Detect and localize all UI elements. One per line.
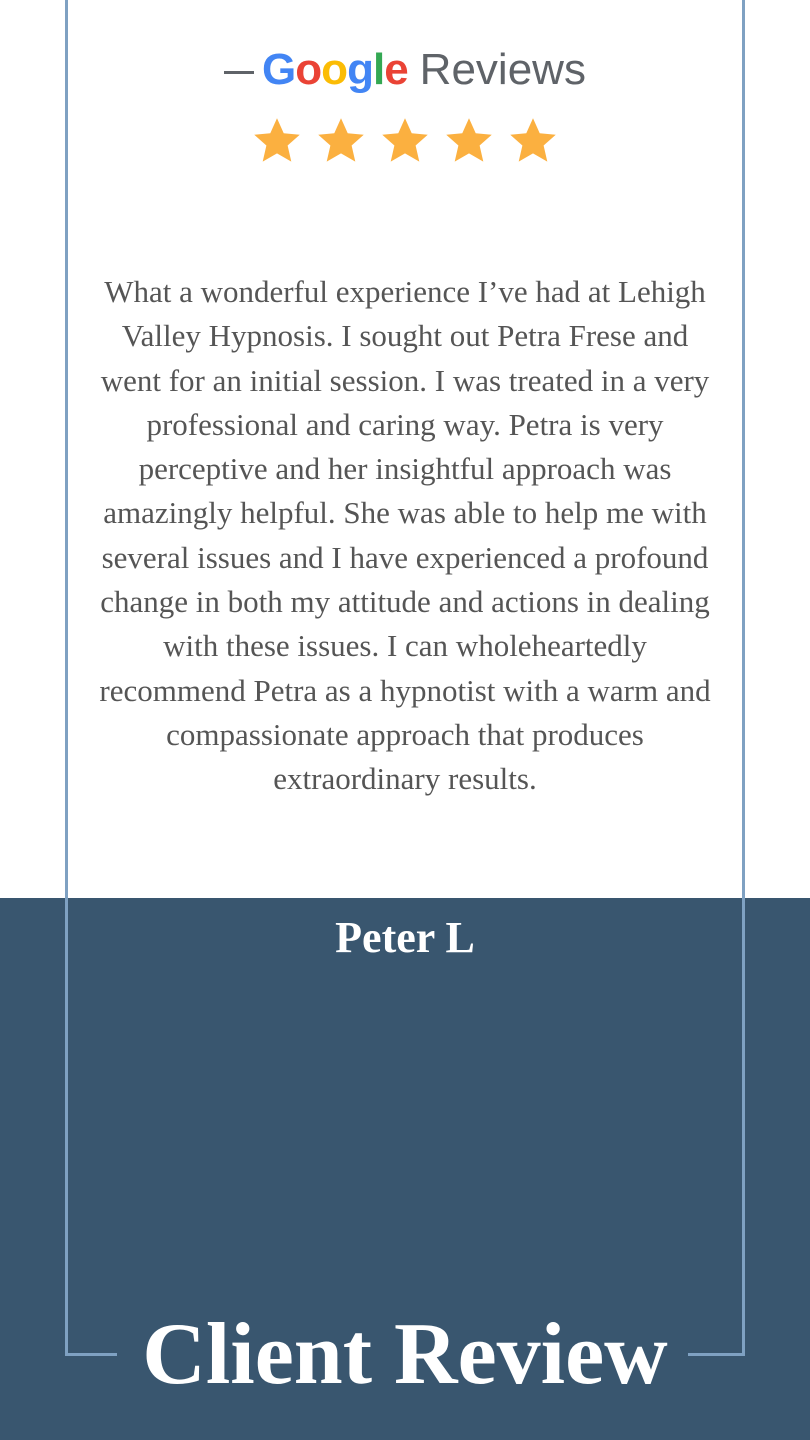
google-wordmark — [262, 38, 408, 102]
frame-line-left — [65, 0, 68, 1356]
star-icon — [443, 115, 495, 167]
star-rating — [0, 115, 810, 172]
star-icon — [379, 115, 431, 167]
client-review-heading: Client Review — [142, 1306, 668, 1403]
google-reviews-logo — [0, 38, 810, 102]
star-icon — [251, 115, 303, 167]
google-letter-g1: G — [262, 45, 296, 94]
reviewer-name: Peter L — [335, 913, 475, 962]
star-icon — [315, 115, 367, 167]
google-letter-e: e — [384, 45, 408, 94]
star-icon — [507, 115, 559, 167]
google-letter-o2: o — [321, 45, 348, 94]
google-letter-g2: g — [347, 45, 373, 94]
google-letter-o1: o — [295, 45, 322, 94]
frame-line-right — [742, 0, 745, 1356]
logo-dash — [224, 71, 254, 74]
reviews-label: Reviews — [419, 45, 586, 94]
review-text: What a wonderful experience I’ve had at Lehigh Valley Hypnosis. I sought out Petra Frese and went for an initial session. I was treated in a very professional and caring way. Petra is very perceptive and her insightful approach was amazingly helpful. She was able to help me with several issues and I have experienced a profound change in both my attitude and actions in dealing with these issues. I can wholeheartedly recommend Petra as a hypnotist with a warm and compassionate approach that produces extraordinary results. — [99, 274, 711, 797]
google-letter-l: l — [372, 45, 385, 94]
